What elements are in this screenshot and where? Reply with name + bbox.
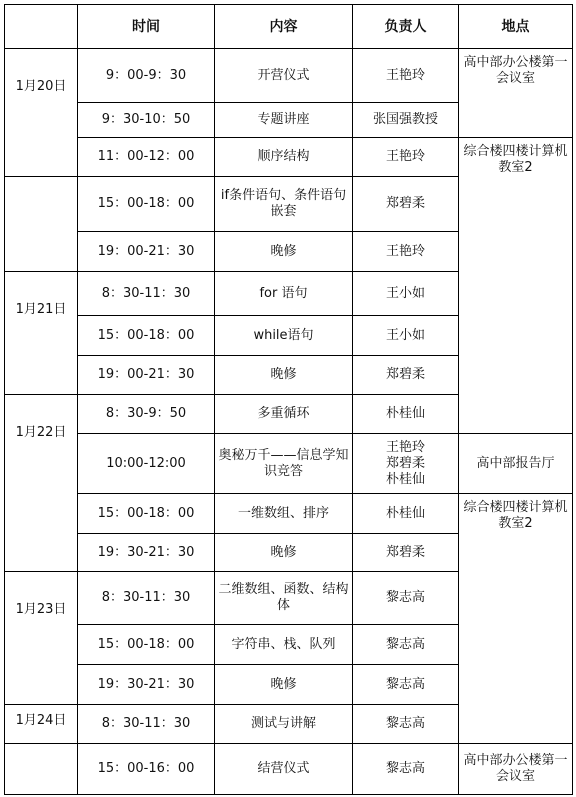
date-cell-0120: 1月20日 [4,48,78,177]
time-cell: 15：00-18：00 [77,624,215,665]
content-cell: 多重循环 [214,394,353,434]
content-cell: 测试与讲解 [214,704,353,744]
header-person: 负责人 [352,4,459,49]
content-cell: 奥秘万千——信息学知识竞答 [214,433,353,494]
person-cell: 黎志高 [352,571,459,625]
content-cell: 一维数组、排序 [214,493,353,534]
person-cell-multi: 王艳玲 郑碧柔 朴桂仙 [352,433,459,494]
location-cell: 综合楼四楼计算机教室2 [458,493,573,744]
content-cell: 晚修 [214,355,353,395]
date-cell-0122: 1月22日 [4,394,78,572]
time-cell: 10:00-12:00 [77,433,215,494]
time-cell: 15：00-18：00 [77,176,215,232]
content-cell: for 语句 [214,271,353,316]
date-cell-empty [4,743,78,795]
time-cell: 8：30-11：30 [77,571,215,625]
time-cell: 15：00-18：00 [77,315,215,356]
date-cell-0124: 1月24日 [4,704,78,744]
person-cell: 郑碧柔 [352,533,459,572]
content-cell: 字符串、栈、队列 [214,624,353,665]
person-cell: 朴桂仙 [352,493,459,534]
content-cell: 结营仪式 [214,743,353,795]
location-cell: 综合楼四楼计算机教室2 [458,137,573,434]
header-content: 内容 [214,4,353,49]
date-cell-empty [4,176,78,272]
schedule-table [4,4,573,795]
location-cell: 高中部办公楼第一会议室 [458,48,573,138]
content-cell: 二维数组、函数、结构体 [214,571,353,625]
person-cell: 郑碧柔 [352,176,459,232]
time-cell: 19：30-21：30 [77,533,215,572]
header-date [4,4,78,49]
time-cell: 19：00-21：30 [77,355,215,395]
time-cell: 9：30-10：50 [77,102,215,138]
person-cell: 朴桂仙 [352,394,459,434]
time-cell: 8：30-9：50 [77,394,215,434]
location-cell: 高中部报告厅 [458,433,573,494]
content-cell: 晚修 [214,231,353,272]
time-cell: 11：00-12：00 [77,137,215,177]
date-cell-0123: 1月23日 [4,571,78,705]
header-time: 时间 [77,4,215,49]
content-cell: while语句 [214,315,353,356]
person-cell: 郑碧柔 [352,355,459,395]
person-cell: 黎志高 [352,664,459,705]
time-cell: 15：00-16：00 [77,743,215,795]
time-cell: 8：30-11：30 [77,704,215,744]
person-cell: 黎志高 [352,624,459,665]
location-cell: 高中部办公楼第一会议室 [458,743,573,795]
time-cell: 9：00-9：30 [77,48,215,103]
content-cell: if条件语句、条件语句嵌套 [214,176,353,232]
time-cell: 8：30-11：30 [77,271,215,316]
time-cell: 15：00-18：00 [77,493,215,534]
person-cell: 王艳玲 [352,231,459,272]
person-cell: 王艳玲 [352,48,459,103]
content-cell: 顺序结构 [214,137,353,177]
person-cell: 王小如 [352,271,459,316]
content-cell: 开营仪式 [214,48,353,103]
content-cell: 晚修 [214,664,353,705]
person-cell: 黎志高 [352,704,459,744]
content-cell: 专题讲座 [214,102,353,138]
person-cell: 黎志高 [352,743,459,795]
time-cell: 19：00-21：30 [77,231,215,272]
person-cell: 王小如 [352,315,459,356]
person-cell: 张国强教授 [352,102,459,138]
person-cell: 王艳玲 [352,137,459,177]
content-cell: 晚修 [214,533,353,572]
date-cell-0121: 1月21日 [4,271,78,395]
time-cell: 19：30-21：30 [77,664,215,705]
header-location: 地点 [458,4,573,49]
